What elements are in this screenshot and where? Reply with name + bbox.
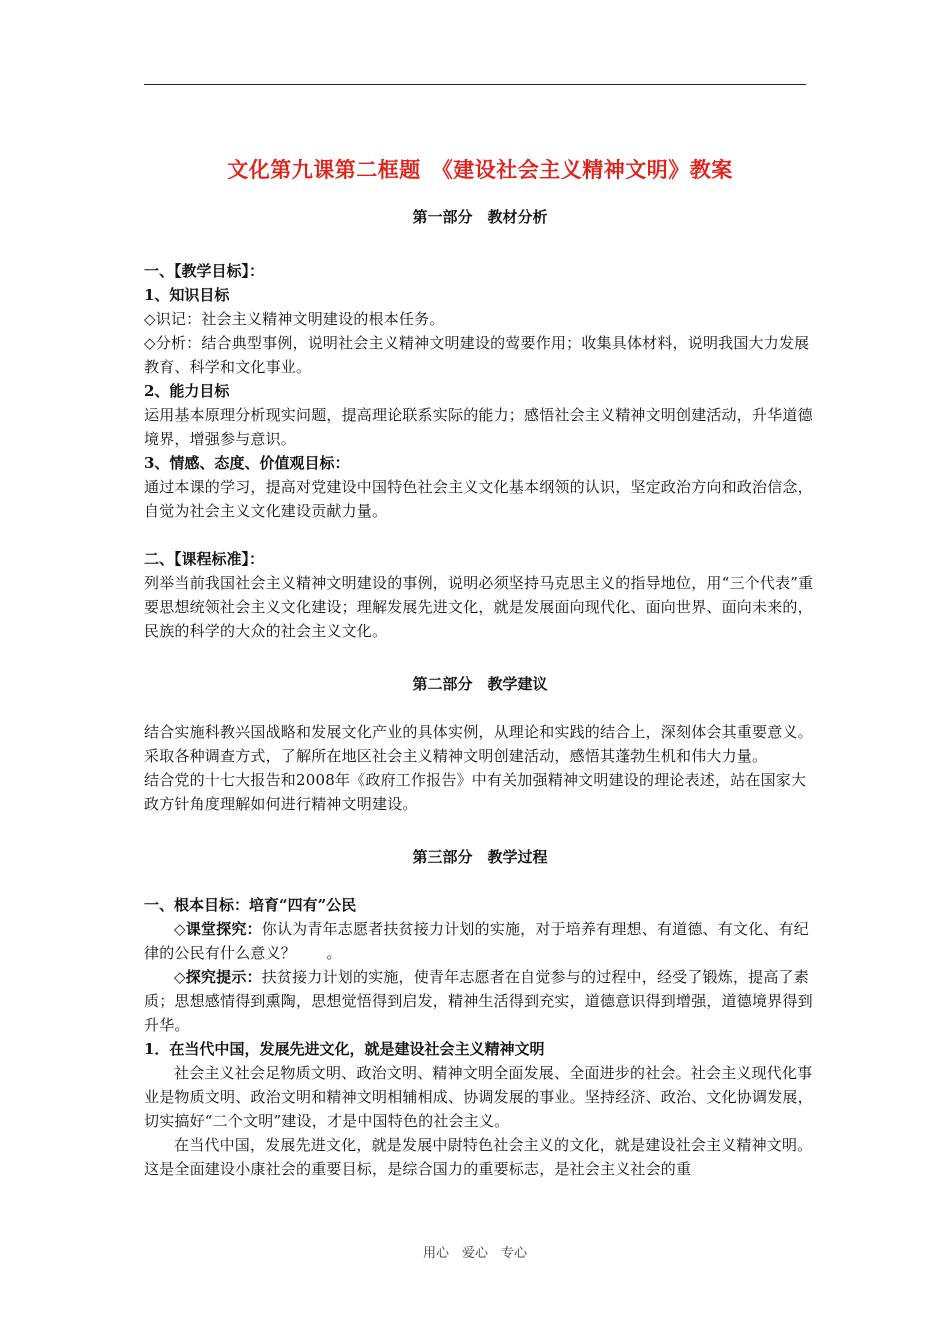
header-rule [144, 84, 806, 85]
part3-heading: 第三部分 教学过程 [412, 848, 548, 866]
values-heading: 3、情感、态度、价值观目标： [144, 454, 350, 472]
page-footer: 用心 爱心 专心 [422, 1246, 527, 1261]
hint-text: 扶贫接力计划的实施，使青年志愿者在自觉参与的过程中，经受了锻炼，提高了素质；思想感情得到熏陶，思想觉悟得到启发，精神生活得到充实，道德意识得到增强，道德境界得到升华。 [144, 968, 813, 1034]
explore-label: ◇课堂探究： [174, 920, 262, 938]
ability-heading: 2、能力目标 [144, 382, 230, 400]
point-1-paragraph-1: 社会主义社会足物质文明、政治文明、精神文明全面发展、全面进步的社会。社会主义现代化事业是物质文明、政治文明和精神文明相辅相成、协调发展的事业。坚持经济、政治、文化协调发展，切实搞好“二个文明”建设，才是中国特色的社会主义。 [144, 1064, 813, 1130]
knowledge-item-2: ◇分析：结合典型事例，说明社会主义精神文明建设的莺要作用；收集具体材料，说明我国大力发展教育、科学和文化事业。 [144, 334, 810, 376]
standard-text: 列举当前我国社会主义精神文明建设的事例，说明必须坚持马克思主义的指导地位，用“三个代表”重要思想统领社会主义文化建设；理解发展先进文化，就是发展面向现代化、面向世界、面向未来的，民族的科学的大众的社会主义文化。 [144, 574, 814, 640]
part2-heading: 第二部分 教学建议 [412, 675, 548, 693]
explore-text: 你认为青年志愿者扶贫接力计划的实施，对于培养有理想、有道德、有文化、有纪律的公民有什么意义？ 。 [144, 920, 809, 962]
knowledge-heading: 1、知识目标 [144, 286, 230, 304]
ability-text: 运用基本原理分析现实问题，提高理论联系实际的能力；感悟社会主义精神文明创建活动，升华道德境界，增强参与意识。 [144, 406, 813, 448]
part1-heading: 第一部分 教材分析 [412, 208, 548, 226]
point-1-paragraph-2: 在当代中国，发展先进文化，就是发展中尉特色社会主义的文化，就是建设社会主义精神文明。这是全面建设小康社会的重要目标，是综合国力的重要标志，是社会主义社会的重 [144, 1136, 813, 1178]
explore-paragraph [144, 917, 816, 965]
hint-paragraph [144, 965, 816, 1037]
values-text: 通过本课的学习，提高对党建设中国特色社会主义文化基本纲领的认识，坚定政治方向和政治信念，自觉为社会主义文化建设贡献力量。 [144, 478, 813, 520]
hint-label: ◇探究提示： [174, 968, 262, 986]
standard-heading: 二、【课程标准】： [144, 550, 265, 568]
knowledge-item-1: ◇识记：社会主义精神文明建设的根本任务。 [144, 310, 445, 328]
suggestion-1: 结合实施科教兴国战略和发展文化产业的具体实例，从理论和实践的结合上，深刻体会其重要意义。 [144, 723, 813, 741]
suggestion-2: 采取各种调查方式，了解所在地区社会主义精神文明创建活动，感悟其蓬勃生机和伟大力量。 [144, 747, 768, 765]
document-body [144, 140, 816, 1181]
point-1-heading: 1．在当代中国，发展先进文化，就是建设社会主义精神文明 [144, 1040, 545, 1058]
goals-heading: 一、【教学目标】： [144, 262, 265, 280]
suggestion-3: 结合党的十七大报告和2008年《政府工作报告》中有关加强精神文明建设的理论表述，站在国家大政方针角度理解如何进行精神文明建设。 [144, 771, 807, 813]
document-title: 文化第九课第二框题 《建设社会主义精神文明》教案 [227, 157, 733, 182]
sub-heading-goal: 一、根本目标：培育“四有”公民 [144, 896, 357, 914]
